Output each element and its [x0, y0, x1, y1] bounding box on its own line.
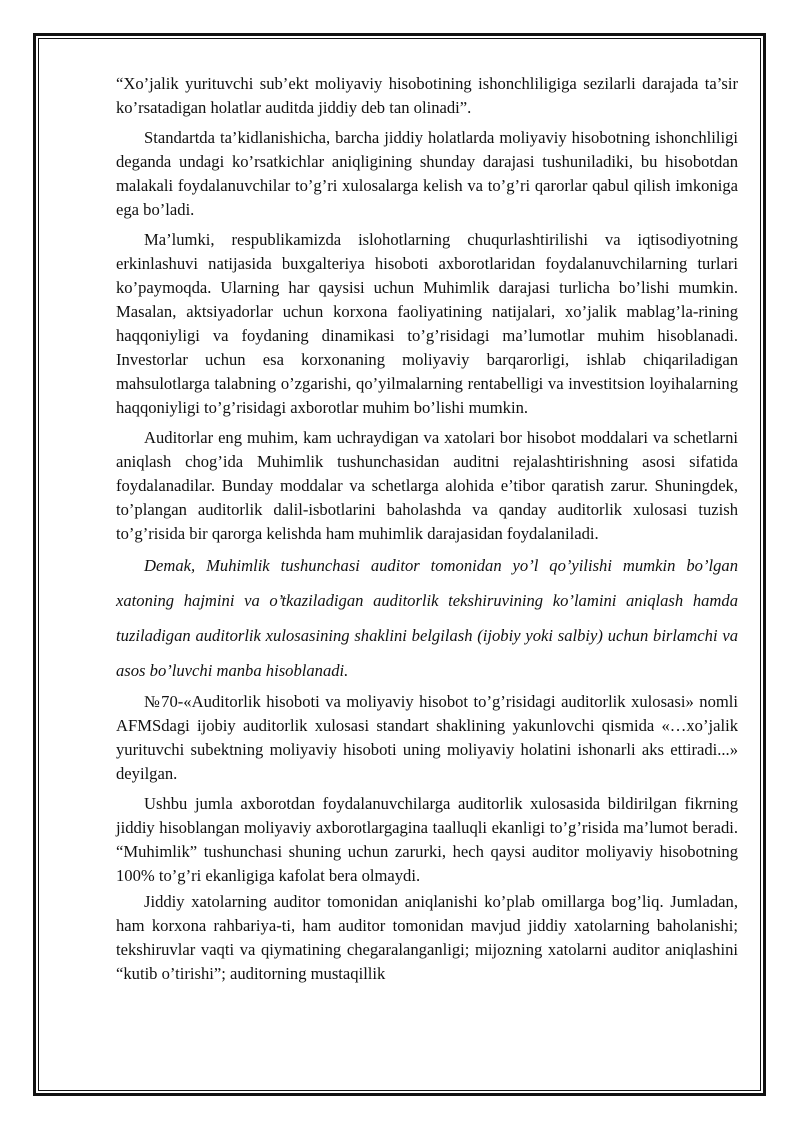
paragraph-1: “Xo’jalik yurituvchi sub’ekt moliyaviy hisobotining ishonchliligiga sezilarli darajada ta’sir ko’rsatadigan holatlar auditda jiddiy deb tan olinadi”. [116, 74, 738, 117]
paragraph-4: Auditorlar eng muhim, kam uchraydigan va xatolari bor hisobot moddalari va schetlarni aniqlash chog’ida Muhimlik tushunchasidan auditni rejalashtirishning asosi sifatida foydalanadilar. Bunday moddalar va schetlarga alohida e’tibor qaratish zarur. Shuningdek, to’plangan auditorlik dalil-isbotlarini baholashda va qanday auditorlik xulosasi tuzish to’g’risida bir qarorga kelishda ham muhimlik darajasidan foydalaniladi. [116, 428, 738, 543]
paragraph-3: Ma’lumki, respublikamizda islohotlarning chuqurlashtirilishi va iqtisodiyotning erkinlashuvi natijasida buxgalteriya hisoboti axborotlaridan foydalanuvchilarning turlari ko’paymoqda. Ularning har qaysisi uchun Muhimlik darajasi turlicha bo’lishi mumkin. Masalan, aktsiyadorlar uchun korxona faoliyatining natijalari, xo’jalik mablag’la-rining haqqoniyligi va foydaning dinamikasi to’g’risidagi ma’lumotlar muhim hisoblanadi. Investorlar uchun esa korxonaning moliyaviy barqarorligi, ishlab chiqariladigan mahsulotlarga talabning o’zgarishi, qo’yilmalarning rentabelligi va investitsion loyihalarning haqqoniyligi to’g’risidagi axborotlar muhim bo’lishi mumkin. [116, 230, 738, 417]
paragraph-8: Jiddiy xatolarning auditor tomonidan aniqlanishi ko’plab omillarga bog’liq. Jumladan, ham korxona rahbariya-ti, ham auditor tomonidan mavjud jiddiy xatolarning baholanishi; tekshiruvlar vaqti va qiymatining chegaralanganligi; mijozning xatolarni auditor aniqlashini “kutib o’tirishi”; auditorning mustaqillik [116, 892, 738, 983]
paragraph-7: Ushbu jumla axborotdan foydalanuvchilarga auditorlik xulosasida bildirilgan fikrning jiddiy hisoblangan moliyaviy axborotlargagina taalluqli ekanligi to’g’risida ma’lumot beradi. “Muhimlik” tushunchasi shuning uchun zarurki, hech qaysi auditor moliyaviy hisobotning 100% to’g’ri ekanligiga kafolat bera olmaydi. [116, 794, 738, 885]
document-body [116, 72, 738, 992]
paragraph-6: №70-«Auditorlik hisoboti va moliyaviy hisobot to’g’risidagi auditorlik xulosasi» nomli AFMSdagi ijobiy auditorlik xulosasi standart shaklining yakunlovchi qismida «…xo’jalik yurituvchi subektning moliyaviy hisoboti uning moliyaviy holatini ishonarli aks ettiradi...» deyilgan. [116, 692, 738, 783]
paragraph-2: Standartda ta’kidlanishicha, barcha jiddiy holatlarda moliyaviy hisobotning ishonchliligi deganda undagi ko’rsatkichlar aniqligining shunday darajasi tushuniladiki, bu hisobotdan malakali foydalanuvchilar to’g’ri xulosalarga kelish va to’g’ri qarorlar qabul qilish imkoniga ega bo’ladi. [116, 128, 738, 219]
paragraph-5-italic: Demak, Muhimlik tushunchasi auditor tomonidan yo’l qo’yilishi mumkin bo’lgan xatoning hajmini va o’tkaziladigan auditorlik tekshiruvining ko’lamini aniqlash hamda tuziladigan auditorlik xulosasining shaklini belgilash (ijobiy yoki salbiy) uchun birlamchi va asos bo’luvchi manba hisoblanadi. [116, 556, 738, 680]
